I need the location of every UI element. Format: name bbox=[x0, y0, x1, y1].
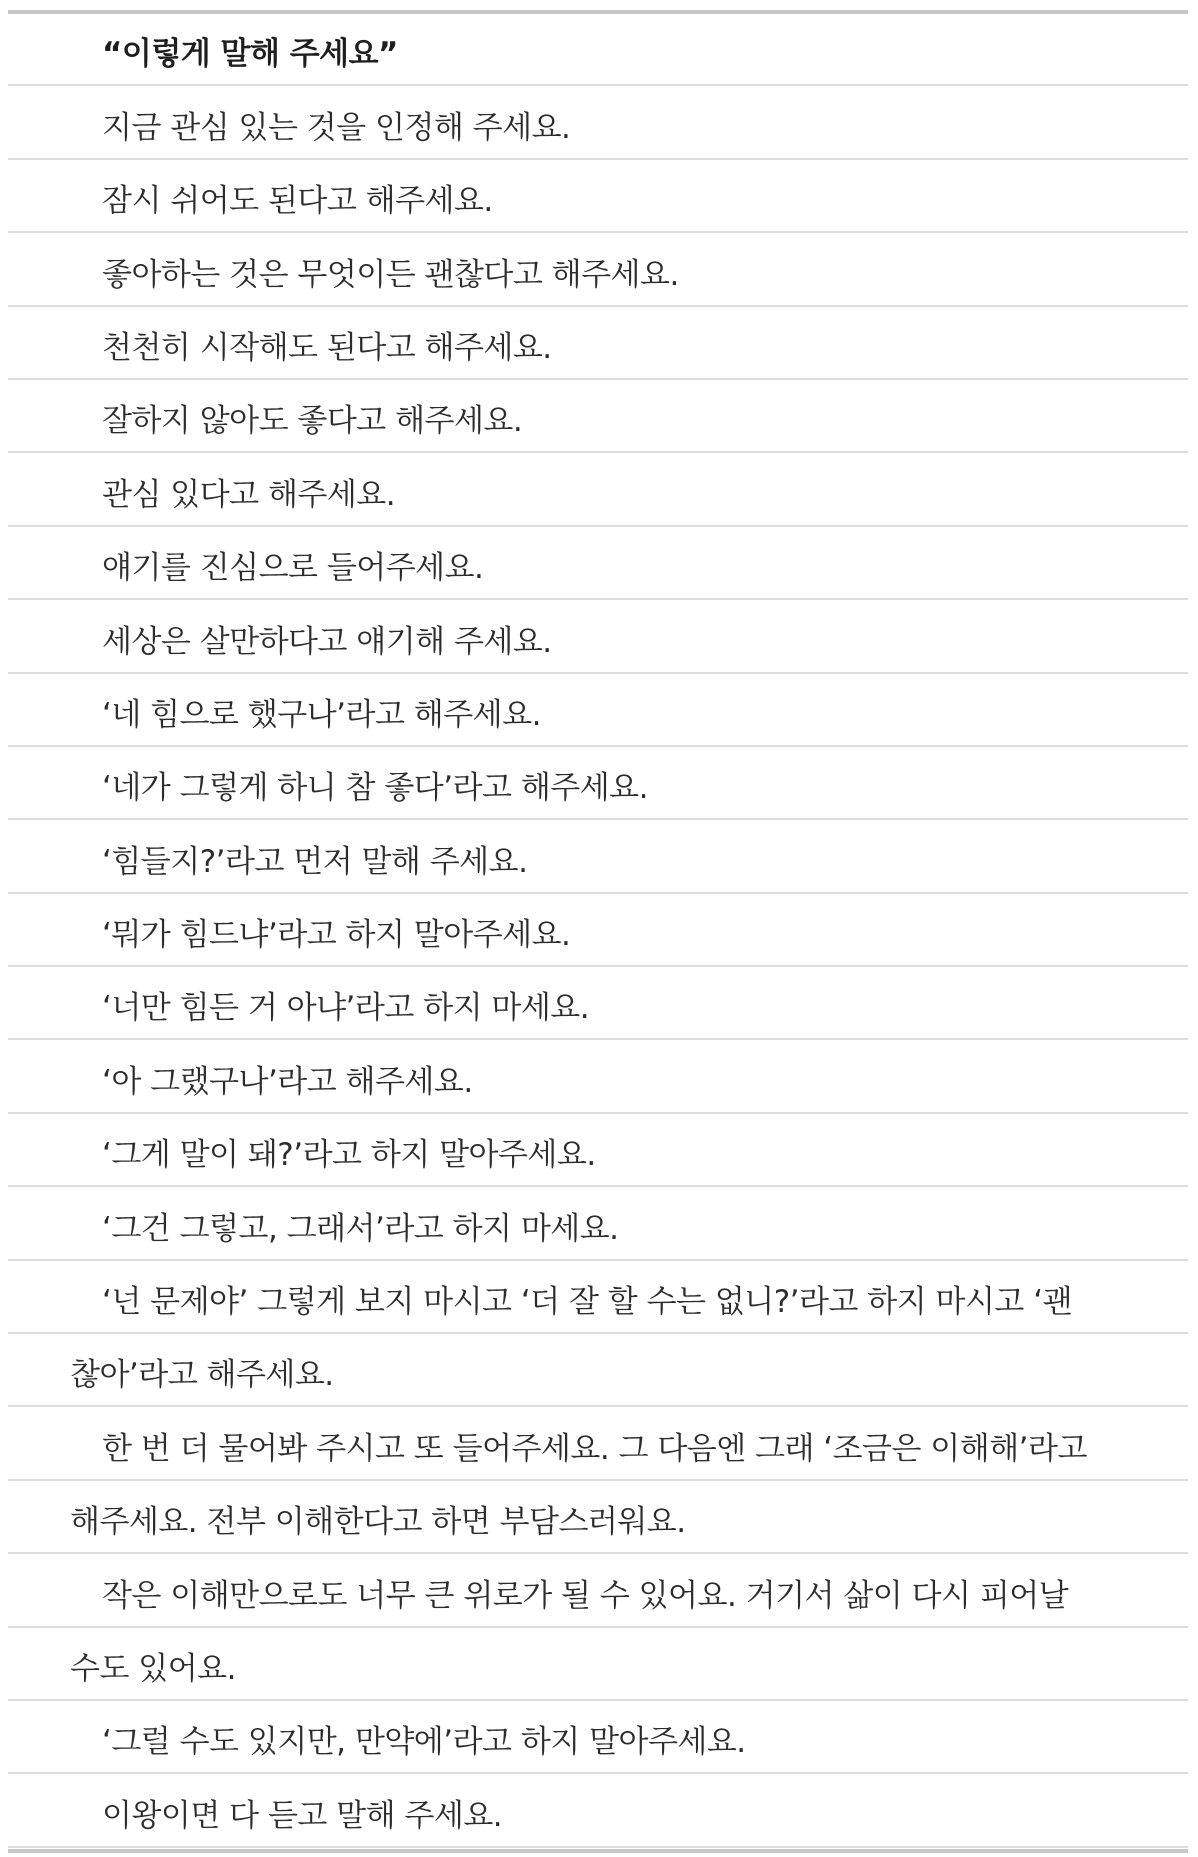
line-text: ‘그럴 수도 있지만, 만약에’라고 하지 말아주세요. bbox=[102, 1724, 746, 1761]
line-text: 찮아’라고 해주세요. bbox=[70, 1357, 334, 1394]
line-text: 작은 이해만으로도 너무 큰 위로가 될 수 있어요. 거기서 삶이 다시 피어날 bbox=[102, 1577, 1069, 1614]
text-line bbox=[8, 894, 1188, 967]
line-text: 천천히 시작해도 된다고 해주세요. bbox=[102, 329, 552, 366]
text-line bbox=[8, 86, 1188, 159]
line-text: ‘그건 그렇고, 그래서’라고 하지 마세요. bbox=[102, 1210, 619, 1247]
line-text: ‘아 그랬구나’라고 해주세요. bbox=[102, 1063, 473, 1100]
text-line bbox=[8, 160, 1188, 233]
text-line bbox=[8, 233, 1188, 306]
text-line bbox=[8, 1261, 1188, 1334]
line-text: ‘네 힘으로 했구나’라고 해주세요. bbox=[102, 696, 541, 733]
line-text: 해주세요. 전부 이해한다고 하면 부담스러워요. bbox=[70, 1504, 686, 1541]
bottom-rule bbox=[8, 1849, 1188, 1853]
text-line bbox=[8, 674, 1188, 747]
line-text: 얘기를 진심으로 들어주세요. bbox=[102, 550, 484, 587]
text-line bbox=[8, 1114, 1188, 1187]
line-text: 잘하지 않아도 좋다고 해주세요. bbox=[102, 403, 523, 440]
text-line bbox=[8, 1628, 1188, 1701]
text-line bbox=[8, 380, 1188, 453]
page-heading: “이렇게 말해 주세요” bbox=[102, 36, 398, 73]
text-line bbox=[8, 1481, 1188, 1554]
line-text: 지금 관심 있는 것을 인정해 주세요. bbox=[102, 109, 571, 146]
ruled-lines bbox=[0, 13, 1198, 1848]
text-line bbox=[8, 1701, 1188, 1774]
text-line bbox=[8, 1554, 1188, 1627]
line-text: ‘그게 말이 돼?’라고 하지 말아주세요. bbox=[102, 1137, 596, 1174]
line-text: 수도 있어요. bbox=[70, 1650, 236, 1687]
text-line bbox=[8, 453, 1188, 526]
text-line bbox=[8, 967, 1188, 1040]
text-line bbox=[8, 1774, 1188, 1847]
text-line bbox=[8, 820, 1188, 893]
text-line bbox=[8, 527, 1188, 600]
line-text: 한 번 더 물어봐 주시고 또 들어주세요. 그 다음엔 그래 ‘조금은 이해해’라고 bbox=[102, 1430, 1087, 1467]
line-text: ‘뭐가 힘드냐’라고 하지 말아주세요. bbox=[102, 917, 571, 954]
text-line bbox=[8, 600, 1188, 673]
line-text: 이왕이면 다 듣고 말해 주세요. bbox=[102, 1797, 503, 1834]
line-text: ‘너만 힘든 거 아냐’라고 하지 마세요. bbox=[102, 990, 590, 1027]
line-text: 관심 있다고 해주세요. bbox=[102, 476, 396, 513]
line-text: ‘힘들지?’라고 먼저 말해 주세요. bbox=[102, 843, 528, 880]
text-line bbox=[8, 747, 1188, 820]
text-line bbox=[8, 1187, 1188, 1260]
text-line bbox=[8, 1407, 1188, 1480]
text-line bbox=[8, 1334, 1188, 1407]
line-text: 좋아하는 것은 무엇이든 괜찮다고 해주세요. bbox=[102, 256, 679, 293]
heading-line bbox=[8, 13, 1188, 86]
line-text: 세상은 살만하다고 얘기해 주세요. bbox=[102, 623, 552, 660]
text-line bbox=[8, 307, 1188, 380]
text-line bbox=[8, 1040, 1188, 1113]
line-text: ‘네가 그렇게 하니 참 좋다’라고 해주세요. bbox=[102, 770, 648, 807]
line-text: ‘넌 문제야’ 그렇게 보지 마시고 ‘더 잘 할 수는 없니?’라고 하지 마시고 ‘괜 bbox=[102, 1284, 1073, 1321]
line-text: 잠시 쉬어도 된다고 해주세요. bbox=[102, 183, 493, 220]
